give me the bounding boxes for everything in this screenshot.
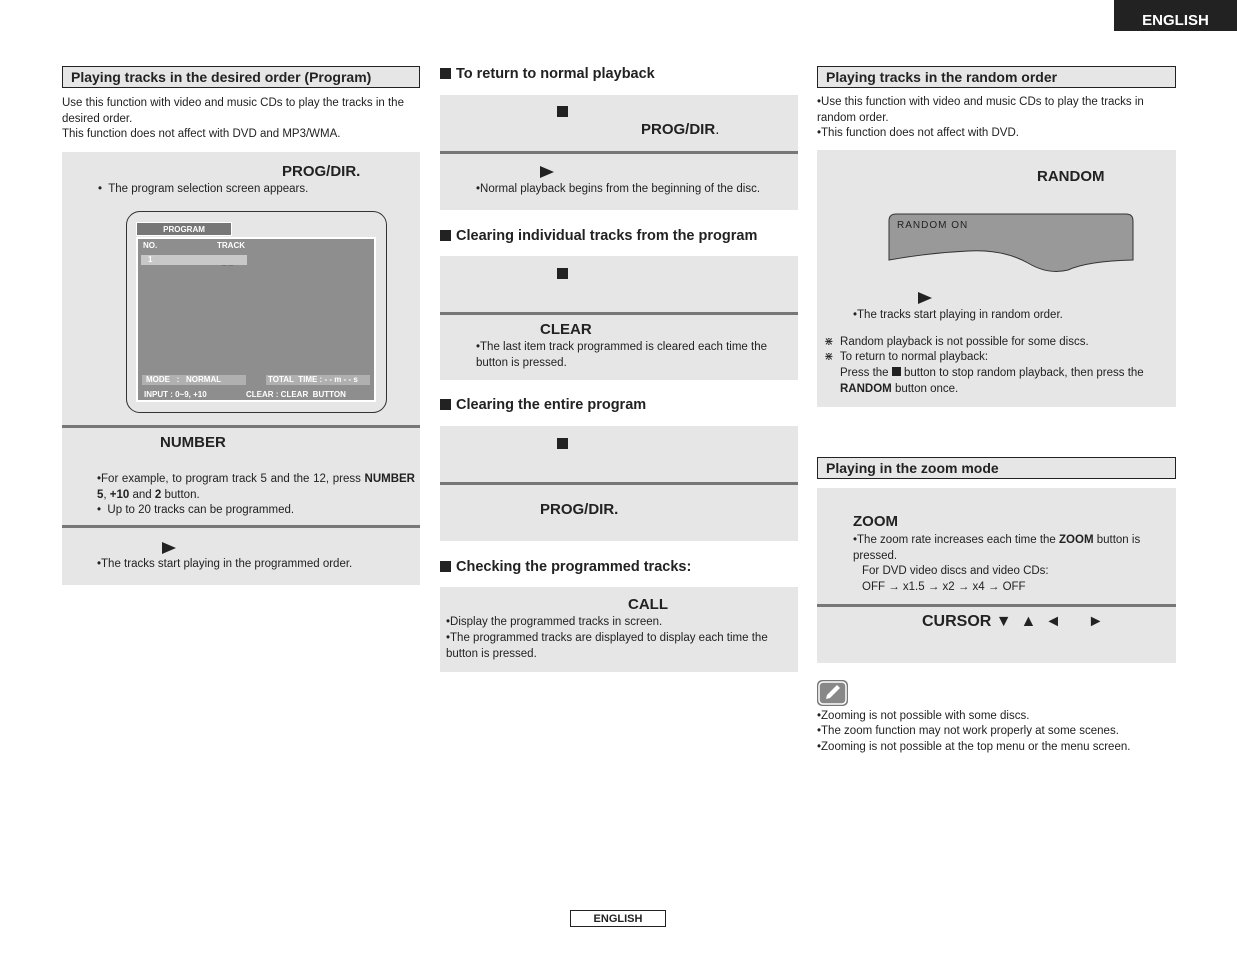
random-note-1: ⋇ Random playback is not possible for some discs.: [824, 336, 1089, 348]
number-button-label: NUMBER: [160, 434, 226, 451]
random-note-2: ⋇ To return to normal playback:: [824, 351, 989, 363]
program-screen-tab: PROGRAM: [136, 222, 232, 236]
screen-total-time: TOTAL TIME : - - m - - s: [268, 375, 358, 384]
square-bullet-icon: [440, 561, 451, 572]
random-intro-1: •Use this function with video and music CDs to play the tracks in random order.: [817, 96, 1144, 124]
clear-individual-note: •The last item track programmed is cleared each time the button is pressed.: [476, 341, 768, 369]
section-title-program: Playing tracks in the desired order (Program): [62, 66, 420, 88]
program-intro: [62, 96, 422, 143]
screen-row-track: _ _: [222, 258, 234, 267]
prog-dir-button-label: PROG/DIR.: [540, 501, 619, 518]
zoom-tip-3: •Zooming is not possible at the top menu or the menu screen.: [817, 741, 1131, 753]
screen-mode: MODE : NORMAL: [146, 375, 222, 384]
section-title-random: Playing tracks in the random order: [817, 66, 1176, 88]
clear-entire-heading: Clearing the entire program: [440, 397, 646, 413]
screen-clear: CLEAR : CLEAR BUTTON: [246, 390, 346, 399]
cursor-buttons-label: CURSOR ▼ ▲ ◄ ►: [922, 613, 1104, 630]
random-button-label: RANDOM: [1037, 168, 1105, 185]
random-play-note: •The tracks start playing in random order.: [853, 309, 1063, 321]
program-intro-line-1: Use this function with video and music CDs to play the tracks in the desired order.: [62, 97, 404, 125]
screen-col-track: TRACK: [217, 241, 245, 250]
prog-dir-button-label: PROG/DIR.: [282, 163, 361, 180]
section-title-zoom: Playing in the zoom mode: [817, 457, 1176, 479]
return-note: •Normal playback begins from the beginning of the disc.: [476, 183, 761, 195]
screen-row-no: 1: [148, 255, 153, 264]
checking-heading: Checking the programmed tracks:: [440, 559, 691, 575]
program-intro-line-2: This function does not affect with DVD and MP3/WMA.: [62, 128, 341, 140]
program-step-3-note: •The tracks start playing in the programmed order.: [97, 558, 353, 570]
play-icon: [918, 292, 932, 304]
stop-icon: [557, 268, 568, 279]
play-icon: [540, 166, 554, 178]
prog-dir-button-label: PROG/DIR.: [641, 121, 720, 138]
random-display-text: RANDOM ON: [897, 220, 969, 231]
program-step-1-note: • The program selection screen appears.: [98, 183, 309, 195]
screen-col-no: NO.: [143, 241, 158, 250]
footer-language-label: ENGLISH: [570, 910, 666, 927]
clear-individual-heading: Clearing individual tracks from the program: [440, 228, 757, 244]
square-bullet-icon: [440, 399, 451, 410]
square-bullet-icon: [440, 230, 451, 241]
program-step-2-note-1: •For example, to program track 5 and the 12, press NUMBER 5, +10 and 2 button.: [97, 473, 415, 501]
clear-button-label: CLEAR: [540, 321, 592, 338]
play-icon: [162, 542, 176, 554]
note-pencil-icon: [817, 680, 848, 706]
zoom-note-2: For DVD video discs and video CDs:: [862, 565, 1049, 577]
program-step-2-note-2: • Up to 20 tracks can be programmed.: [97, 504, 295, 516]
return-step-1: [440, 95, 798, 151]
screen-input: INPUT : 0~9, +10: [144, 390, 207, 399]
zoom-button-label: ZOOM: [853, 513, 898, 530]
zoom-tip-2: •The zoom function may not work properly at some scenes.: [817, 725, 1119, 737]
clear-entire-step-1: [440, 426, 798, 482]
zoom-tip-1: •Zooming is not possible with some discs.: [817, 710, 1030, 722]
language-tab: ENGLISH: [1114, 0, 1237, 31]
clear-entire-step-2: [440, 485, 798, 541]
zoom-note-3: OFF → x1.5 → x2 → x4 → OFF: [862, 581, 1026, 593]
checking-note-2: •The programmed tracks are displayed to display each time the button is pressed.: [446, 632, 768, 660]
random-note-3: Press the button to stop random playback, then press the RANDOM button once.: [840, 367, 1144, 395]
square-bullet-icon: [440, 68, 451, 79]
zoom-note-1: •The zoom rate increases each time the ZOOM button is pressed.: [853, 534, 1141, 562]
stop-icon: [557, 438, 568, 449]
clear-individual-step-1: [440, 256, 798, 312]
stop-icon: [892, 367, 901, 376]
random-intro-2: •This function does not affect with DVD.: [817, 127, 1019, 139]
call-button-label: CALL: [628, 596, 668, 613]
checking-note-1: •Display the programmed tracks in screen.: [446, 616, 663, 628]
stop-icon: [557, 106, 568, 117]
return-heading: To return to normal playback: [440, 66, 655, 82]
